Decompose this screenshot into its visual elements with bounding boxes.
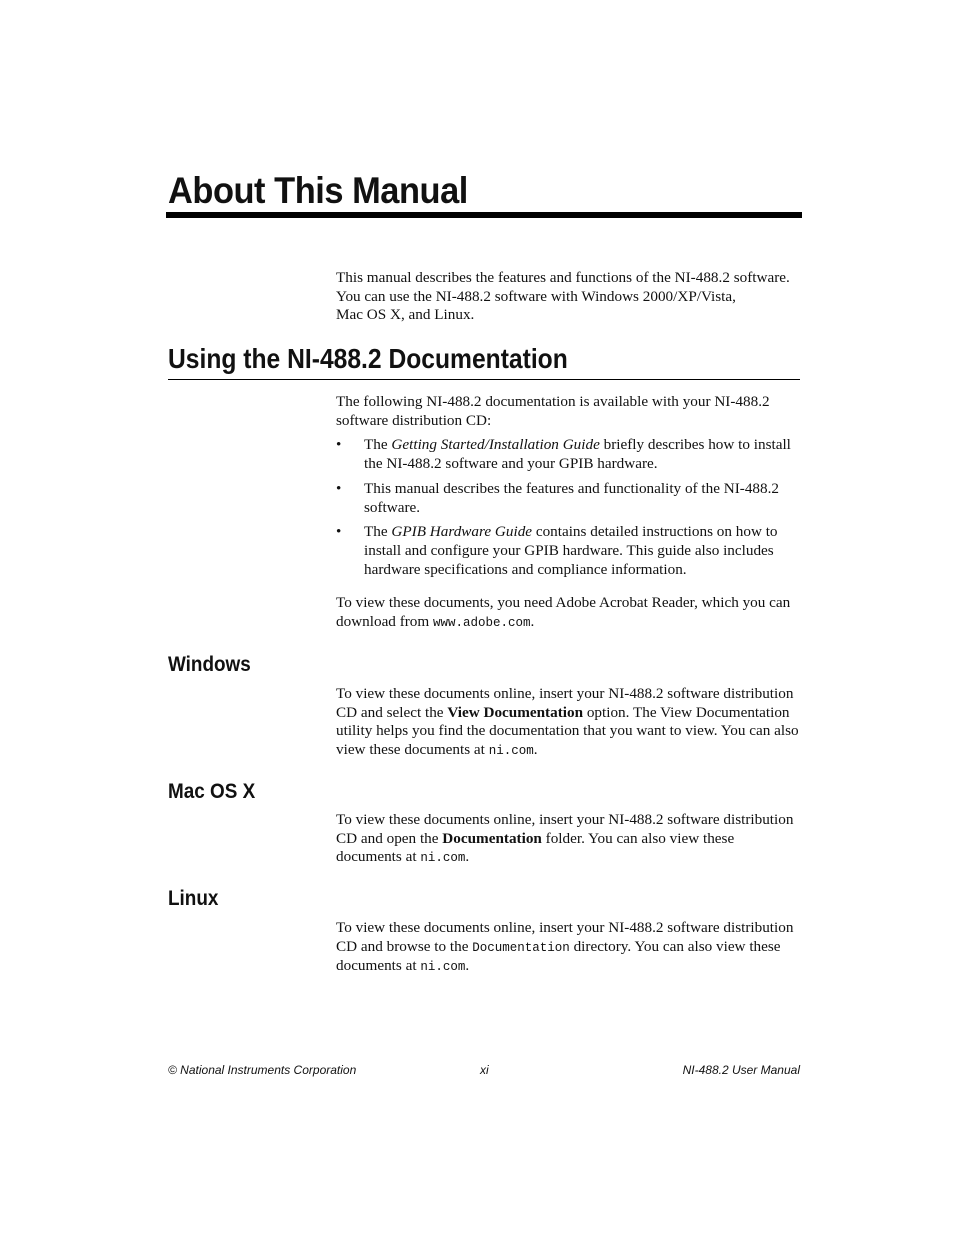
intro-line-1: This manual describes the features and functions of the NI-488.2 software. bbox=[336, 269, 790, 286]
bullet-marker: • bbox=[336, 436, 342, 454]
section-heading: Using the NI-488.2 Documentation bbox=[168, 343, 568, 374]
documentation-list bbox=[336, 393, 802, 633]
ni-url: ni.com bbox=[488, 744, 534, 759]
footer-page-number: xi bbox=[480, 1063, 489, 1077]
ni-url: ni.com bbox=[420, 851, 466, 866]
documentation-directory: Documentation bbox=[472, 940, 570, 955]
ni-url: ni.com bbox=[420, 960, 466, 975]
windows-paragraph: To view these documents online, insert your NI-488.2 software distribution CD and select the View Documentation option. The View Documentation utility helps you find the documentation that you want to view. You can also view these documents at ni.com. bbox=[336, 685, 799, 759]
macosx-paragraph: To view these documents online, insert your NI-488.2 software distribution CD and open the Documentation folder. You can also view these documents at ni.com. bbox=[336, 811, 794, 866]
adobe-url: www.adobe.com bbox=[433, 616, 531, 631]
getting-started-guide-title: Getting Started/Installation Guide bbox=[391, 436, 600, 454]
gpib-hardware-guide-title: GPIB Hardware Guide bbox=[391, 523, 533, 541]
linux-heading: Linux bbox=[168, 887, 219, 910]
bullet-item: • The Getting Started/Installation Guide briefly describes how to install the NI-488.2 software and your GPIB hardware. bbox=[336, 436, 791, 473]
title-rule bbox=[166, 212, 802, 218]
bullet-item: • The GPIB Hardware Guide contains detailed instructions on how to install and configure your GPIB hardware. This guide also includes hardware specifications and compliance information. bbox=[336, 523, 778, 578]
section-lead: The following NI-488.2 documentation is available with your NI-488.2 software distribution CD: bbox=[336, 393, 770, 429]
footer-manual-title: NI-488.2 User Manual bbox=[682, 1063, 800, 1077]
intro-paragraph bbox=[336, 269, 802, 325]
documentation-folder: Documentation bbox=[442, 829, 542, 847]
windows-heading: Windows bbox=[168, 653, 251, 676]
bullet-marker: • bbox=[336, 479, 342, 497]
acrobat-paragraph: To view these documents, you need Adobe Acrobat Reader, which you can download from www.adobe.com. bbox=[336, 594, 791, 631]
intro-line-3: Mac OS X, and Linux. bbox=[336, 306, 475, 324]
page-title: About This Manual bbox=[168, 170, 468, 211]
view-documentation-option: View Documentation bbox=[447, 703, 584, 721]
footer-copyright: © National Instruments Corporation bbox=[168, 1063, 357, 1077]
intro-line-2: You can use the NI-488.2 software with Windows 2000/XP/Vista, bbox=[336, 287, 736, 305]
section-rule bbox=[168, 379, 800, 380]
bullet-marker: • bbox=[336, 523, 342, 541]
macosx-heading: Mac OS X bbox=[168, 780, 256, 803]
bullet-item: • This manual describes the features and functionality of the NI-488.2 software. bbox=[336, 479, 779, 516]
linux-paragraph: To view these documents online, insert your NI-488.2 software distribution CD and browse to the Documentation directory. You can also view these documents at ni.com. bbox=[336, 919, 794, 975]
